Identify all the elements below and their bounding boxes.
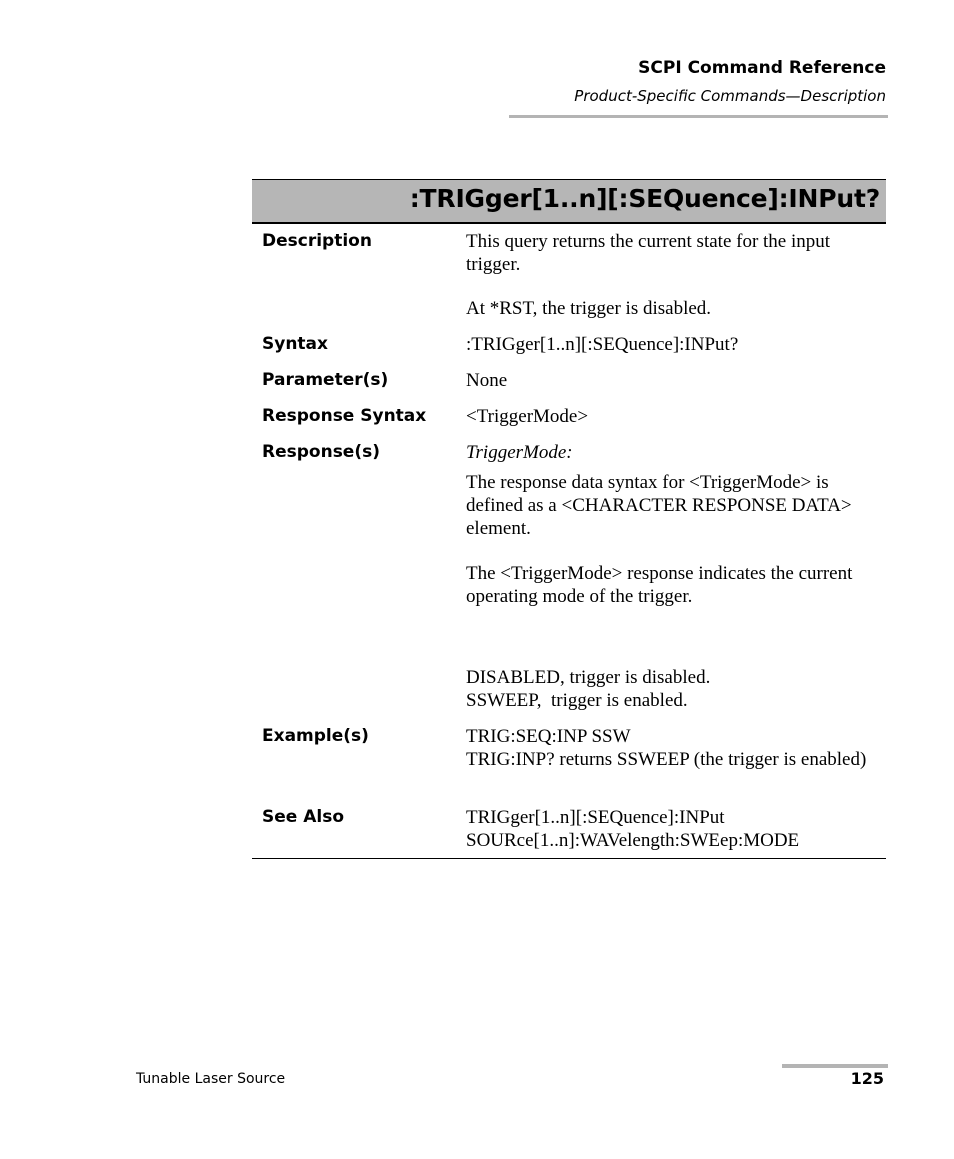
syntax-text: :TRIGger[1..n][:SEQuence]:INPut?: [466, 334, 739, 355]
page-number: 125: [850, 1069, 884, 1088]
responses-value-ssweep: SSWEEP, trigger is enabled.: [466, 690, 688, 711]
response-syntax-label: Response Syntax: [262, 406, 427, 426]
responses-name: TriggerMode:: [466, 442, 573, 463]
footer-rule: [782, 1064, 888, 1068]
see-also-label: See Also: [262, 807, 345, 827]
parameters-text: None: [466, 370, 508, 391]
header-title: SCPI Command Reference: [638, 58, 886, 78]
responses-label: Response(s): [262, 442, 380, 462]
description-text: This query returns the current state for the input trigger.: [466, 231, 831, 275]
command-title: :TRIGger[1..n][:SEQuence]:INPut?: [409, 184, 880, 213]
header-subtitle: Product-Specific Commands—Description: [574, 87, 886, 105]
examples-label: Example(s): [262, 726, 369, 746]
description-rst-text: At *RST, the trigger is disabled.: [466, 298, 712, 319]
footer-product-name: Tunable Laser Source: [136, 1071, 286, 1087]
parameters-label: Parameter(s): [262, 370, 389, 390]
responses-syntax-desc: The response data syntax for <TriggerMode> is defined as a <CHARACTER RESPONSE DATA> element.: [466, 472, 852, 539]
command-title-bar: [252, 179, 886, 224]
responses-mode-desc: The <TriggerMode> response indicates the current operating mode of the trigger.: [466, 563, 853, 607]
syntax-label: Syntax: [262, 334, 328, 354]
header-rule: [509, 115, 888, 118]
see-also-link-2: SOURce[1..n]:WAVelength:SWEep:MODE: [466, 830, 800, 851]
example-line-1: TRIG:SEQ:INP SSW: [466, 726, 631, 747]
response-syntax-text: <TriggerMode>: [466, 406, 589, 427]
see-also-link-1: TRIGger[1..n][:SEQuence]:INPut: [466, 807, 725, 828]
responses-value-disabled: DISABLED, trigger is disabled.: [466, 667, 711, 688]
table-bottom-rule: [252, 858, 886, 859]
example-line-2: TRIG:INP? returns SSWEEP (the trigger is enabled): [466, 749, 867, 770]
description-label: Description: [262, 231, 372, 251]
